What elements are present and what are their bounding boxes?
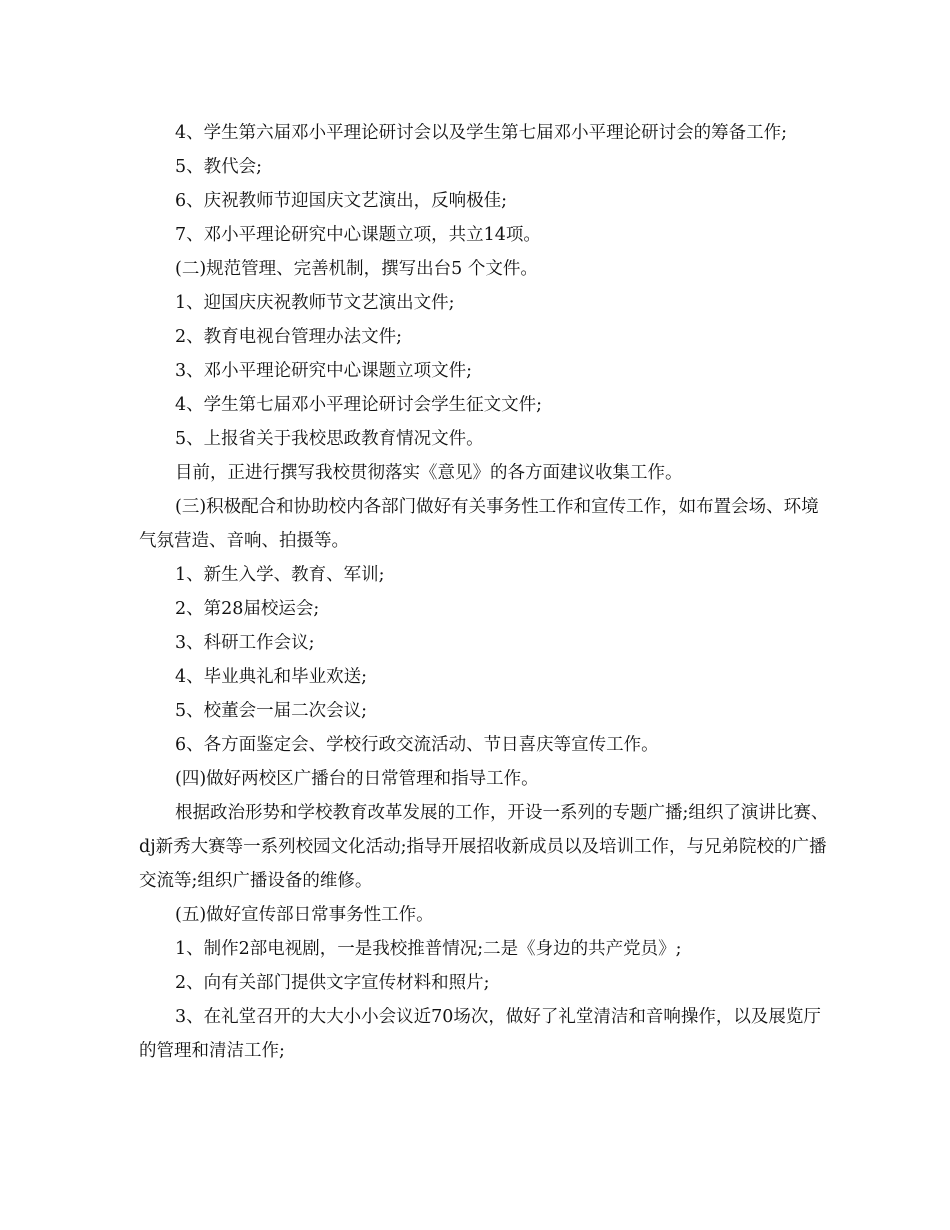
paragraph: 3、科研工作会议; [175,633,315,653]
paragraph: 4、毕业典礼和毕业欢送; [175,667,368,687]
paragraph: (二)规范管理、完善机制，撰写出台5 个文件。 [175,259,538,279]
paragraph: (四)做好两校区广播台的日常管理和指导工作。 [175,769,539,789]
paragraph: 6、庆祝教师节迎国庆文艺演出，反响极佳; [175,191,508,211]
paragraph: 6、各方面鉴定会、学校行政交流活动、节日喜庆等宣传工作。 [175,735,659,755]
paragraph: 1、制作2部电视剧，一是我校推普情况;二是《身边的共产党员》; [175,939,682,959]
paragraph: (三)积极配合和协助校内各部门做好有关事务性工作和宣传工作，如布置会场、环境气氛营造、音响、拍摄等。 [139,497,819,551]
paragraph: 4、学生第六届邓小平理论研讨会以及学生第七届邓小平理论研讨会的筹备工作; [175,123,788,143]
paragraph: 2、向有关部门提供文字宣传材料和照片; [175,973,490,993]
paragraph: 1、新生入学、教育、军训; [175,565,385,585]
paragraph: 2、第28届校运会; [175,599,320,619]
paragraph: (五)做好宣传部日常事务性工作。 [175,905,434,925]
paragraph: 目前，正进行撰写我校贯彻落实《意见》的各方面建议收集工作。 [175,463,683,483]
paragraph: 5、上报省关于我校思政教育情况文件。 [175,429,484,449]
paragraph: 4、学生第七届邓小平理论研讨会学生征文文件; [175,395,543,415]
paragraph: 5、教代会; [175,157,263,177]
paragraph: 3、邓小平理论研究中心课题立项文件; [175,361,473,381]
paragraph: 7、邓小平理论研究中心课题立项，共立14项。 [175,225,541,245]
paragraph: 3、在礼堂召开的大大小小会议近70场次，做好了礼堂清洁和音响操作，以及展览厅的管理和清洁工作; [139,1007,821,1061]
paragraph: 1、迎国庆庆祝教师节文艺演出文件; [175,293,455,313]
paragraph: 根据政治形势和学校教育改革发展的工作，开设一系列的专题广播;组织了演讲比赛、dj新秀大赛等一系列校园文化活动;指导开展招收新成员以及培训工作，与兄弟院校的广播交流等;组织广播设备的维修。 [139,803,829,891]
paragraph: 2、教育电视台管理办法文件; [175,327,403,347]
paragraph: 5、校董会一届二次会议; [175,701,368,721]
document-body [139,116,829,1068]
